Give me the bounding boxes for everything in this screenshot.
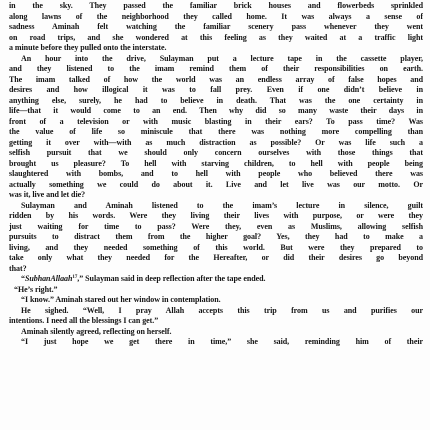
text-line: take only what they needed for the Hereafter, or did their desires go beyond xyxy=(9,253,423,262)
text-line: He sighed. “Well, I pray Allah accepts this trip from us and purifies our xyxy=(21,305,423,315)
text-line: selfish pursuit that we should only concern ourselves with those things that xyxy=(9,148,423,157)
text-line: was it, live and let die? xyxy=(9,190,86,199)
text-line: just waiting for time to pass? Were they, even as Muslims, allowing selfish xyxy=(9,221,423,231)
text-line: that? xyxy=(9,263,27,273)
text-line: “I know.” Aminah stared out her window in contemplation. xyxy=(21,295,221,304)
text-line: in the sky. They passed the familiar brick houses and flowerbeds sprinkled xyxy=(9,1,423,10)
text-line: “He’s right.” xyxy=(14,284,58,294)
text-line: intentions. I need all the blessings I can get.” xyxy=(9,316,159,325)
text-line: brought us pleasure? To hell with starving children, to hell with people being xyxy=(9,158,423,168)
text-line: pursuits to distract them from the higher goal? Yes, they had to make a xyxy=(9,232,423,241)
text-line: “I just hope we get there in time,” she said, reminding him of their xyxy=(21,337,423,346)
text-line: ridden by his words. Were they living their lives with purpose, or were they xyxy=(9,211,423,220)
text-line: front of a television or with music blasting in their ears? To pass time? Was xyxy=(9,116,423,126)
text-line: the value of life so miniscule that there was nothing more compelling than xyxy=(9,127,423,136)
text-line: living, and they needed something of this world. But were they prepared to xyxy=(9,242,423,252)
text-line: The imam talked of how the world was an endless array of false hopes and xyxy=(9,74,423,84)
text-line: slaughtered with bombs, and to hell with people who believed there was xyxy=(9,169,423,178)
italic-term: SubhanAllaah xyxy=(24,274,73,283)
text-line: sadness Aminah felt watching the familiar scenery pass whenever they went xyxy=(9,22,423,31)
text-line: along lawns of the neighborhood they called home. It was always a sense of xyxy=(9,11,423,21)
text-line: desires and how illogical it was to fall prey. Even if one didn’t believe in xyxy=(9,85,423,94)
text-body xyxy=(9,1,423,348)
quote-rest: ,” Sulayman said in deep reflection after the tape ended. xyxy=(77,274,266,283)
quote-line xyxy=(9,274,423,285)
text-line: An hour into the drive, Sulayman put a lecture tape in the cassette player, xyxy=(21,53,423,63)
text-line: on road trips, and she wondered at this feeling as they waited at a traffic light xyxy=(9,32,423,42)
text-line: anything else, surely, he had to believe in death. That was the one certainty in xyxy=(9,95,423,105)
open-quote: “ xyxy=(21,274,25,283)
text-line: Aminah silently agreed, reflecting on herself. xyxy=(21,326,172,336)
footnote-marker: 17 xyxy=(72,275,78,280)
text-line: a minute before they pulled onto the interstate. xyxy=(9,43,167,52)
text-line: actually something we could do about it. Live and let live was our motto. Or xyxy=(9,179,423,189)
text-line: getting it over with—with as much distraction as possible? Or was life such a xyxy=(9,137,423,147)
text-line: Sulayman and Aminah listened to the imam’s lecture in silence, guilt xyxy=(21,200,423,210)
text-line: and they listened to the imam remind them of their responsibilities on earth. xyxy=(9,64,423,73)
text-line: life—that it would come to an end. Then why did so many waste their days in xyxy=(9,106,423,115)
